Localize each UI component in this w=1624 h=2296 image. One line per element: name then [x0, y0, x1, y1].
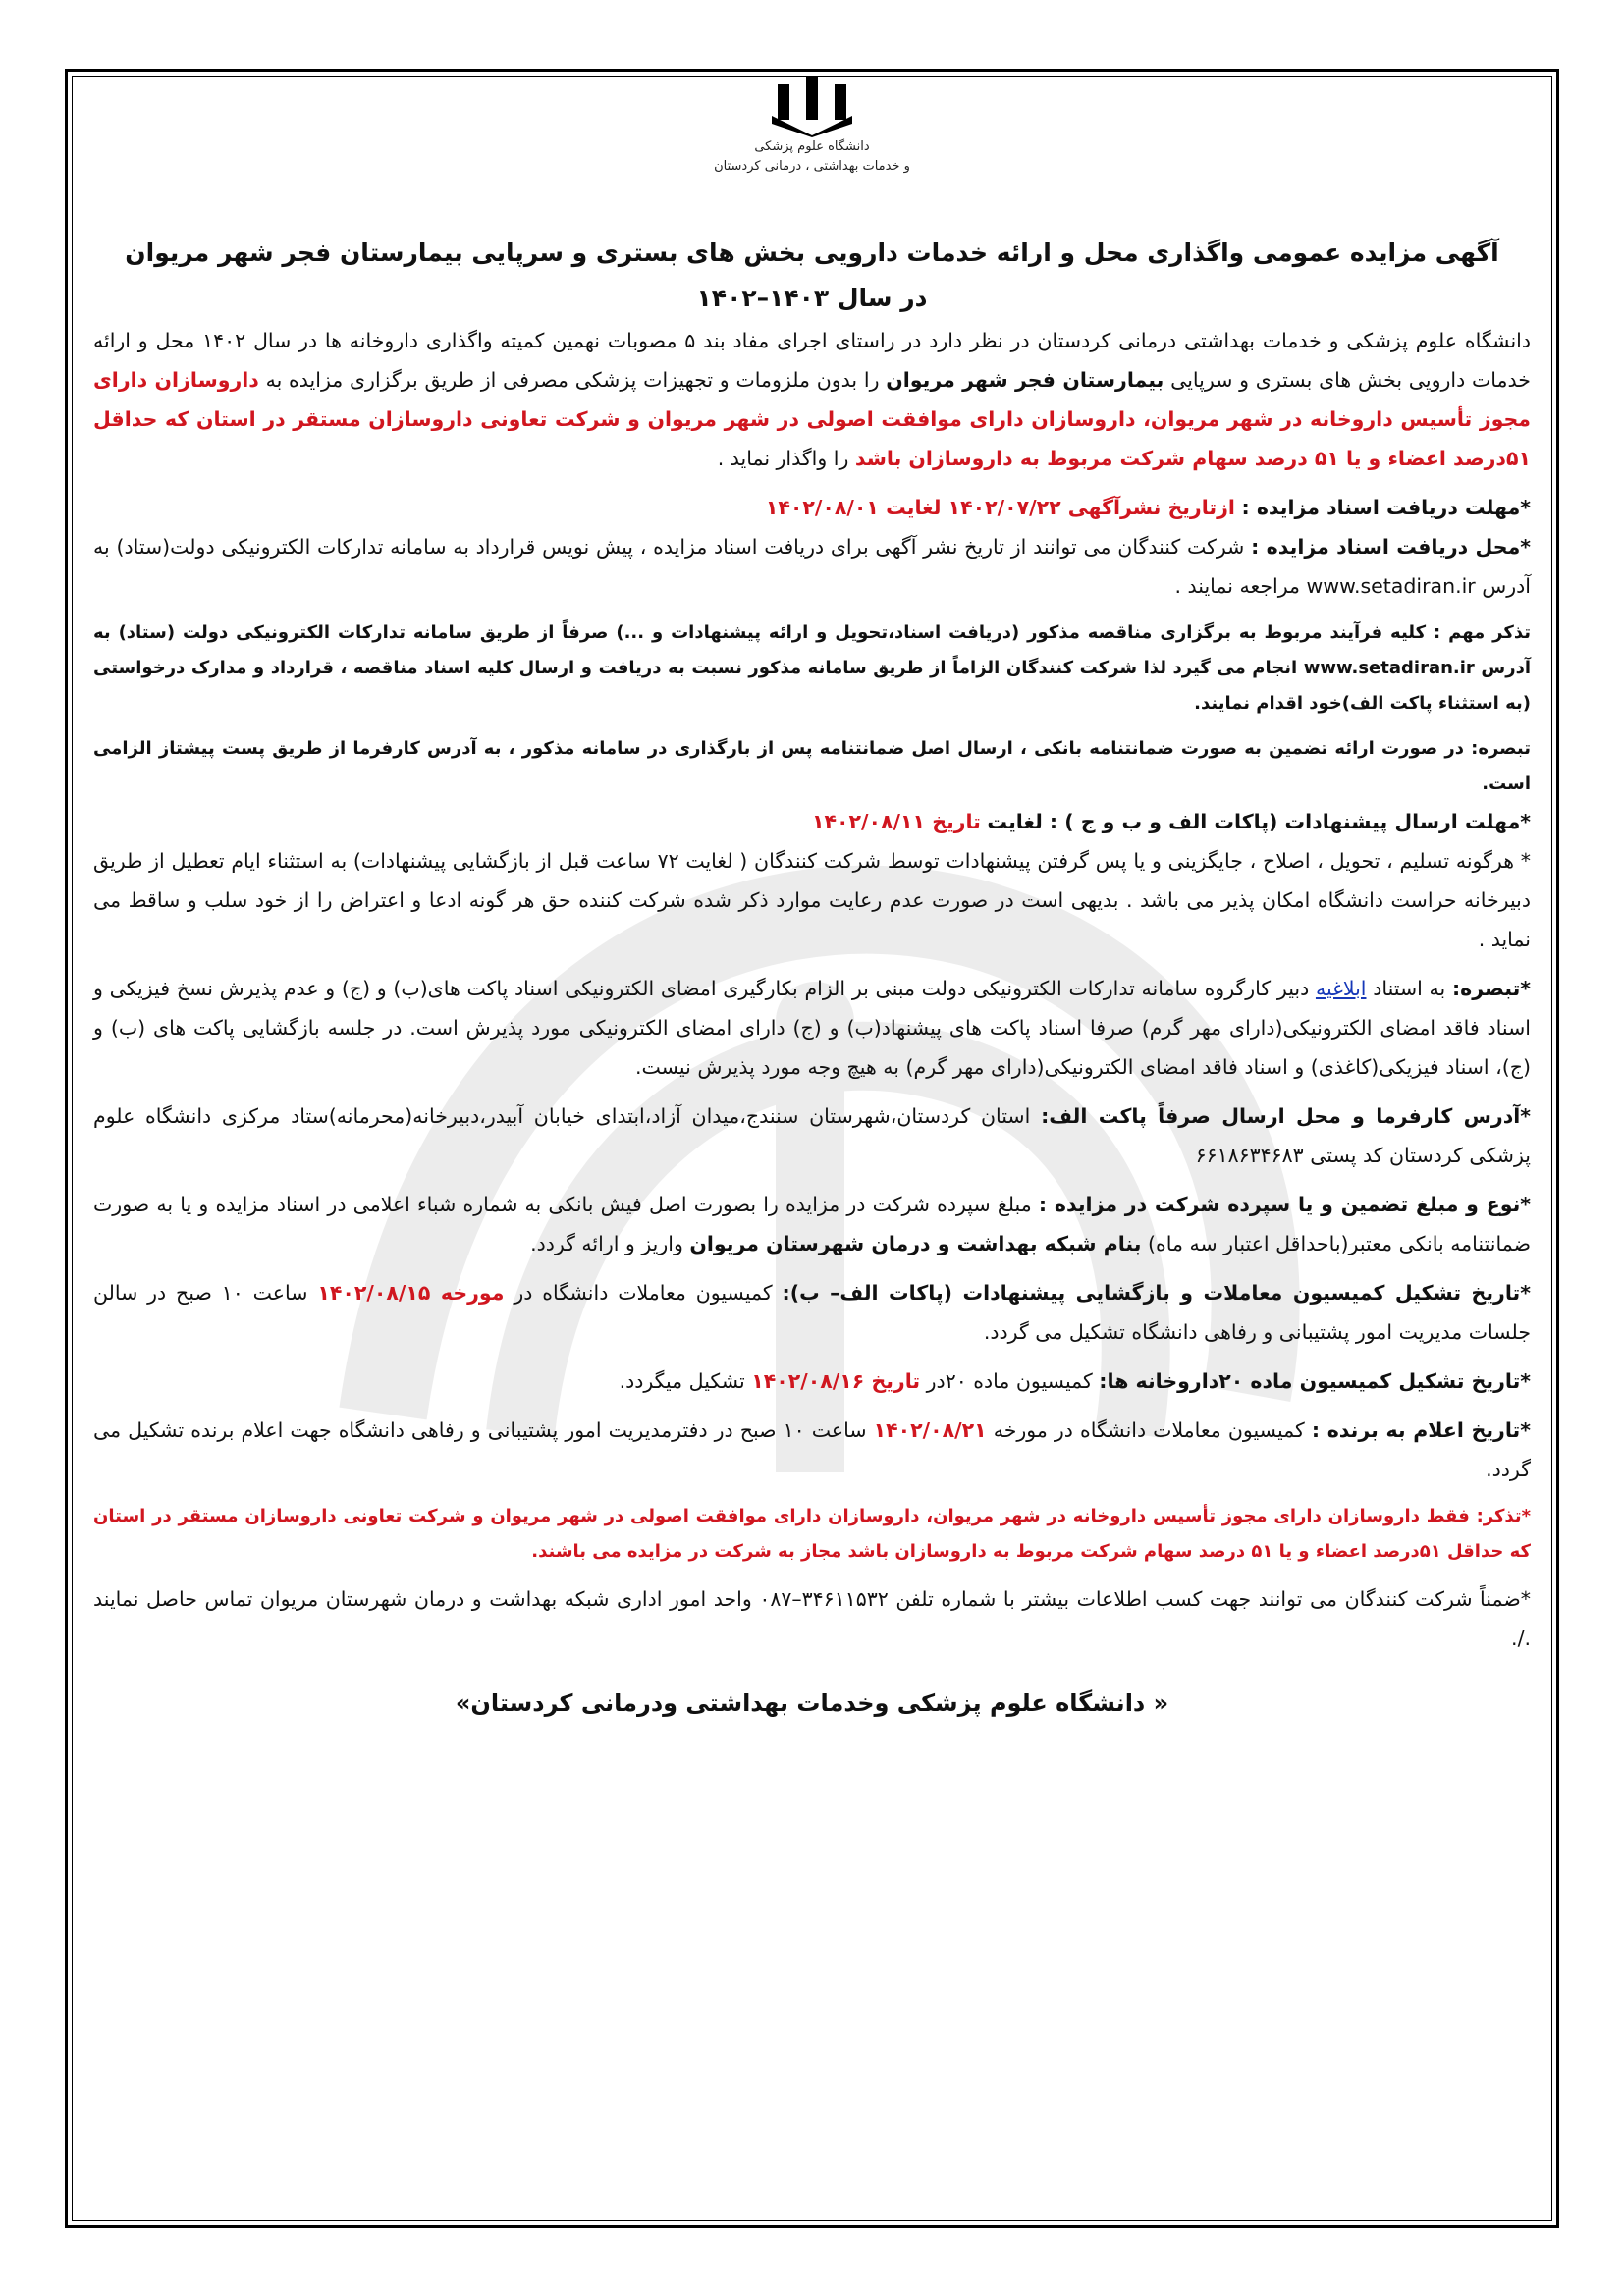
important-note: تذکر مهم : کلیه فرآیند مربوط به برگزاری مناقصه مذکور (دریافت اسناد،تحویل و ارائه پیشنهادات و ...) صرفاً از طریق سامانه تدارکات الکترونیکی دولت (ستاد) به آدرس www.setadiran.ir انجام می گیرد لذا شرکت کنندگان الزاماً از طریق سامانه مذکور نسبت به دریافت و ارسال کلیه اسناد مناقصه ، قرارداد و مدارک درخواستی (به استثناء پاکت الف)خود اقدام نمایند. [93, 622, 1531, 714]
submission-deadline: *مهلت ارسال پیشنهادات (پاکات الف و ب و ج ) : لغایت تاریخ ۱۴۰۲/۰۸/۱۱ [811, 810, 1531, 833]
letterhead [0, 77, 1624, 177]
intro-paragraph: دانشگاه علوم پزشکی و خدمات بهداشتی درمانی کردستان در نظر دارد در راستای اجرای مفاد بند ۵ مصوبات نهمین کمیته واگذاری داروخانه ها در سال ۱۴۰۲ محل و ارائه خدمات دارویی بخش های بستری و سرپایی بیمارستان فجر شهر مریوان را بدون ملزومات و تجهیزات پزشکی مصرفی از طریق برگزاری مزایده به داروسازان دارای مجوز تأسیس داروخانه در شهر مریوان، داروسازان دارای موافقت اصولی در شهر مریوان و شرکت تعاونی داروسازان مستقر در استان که حداقل ۵۱درصد اعضاء و یا ۵۱ درصد سهام شرکت مربوط به داروسازان باشد را واگذار نماید . [93, 329, 1531, 470]
directive-link[interactable]: ابلاغیه [1315, 977, 1367, 1000]
setad-link-note[interactable]: www.setadiran.ir [1303, 658, 1475, 678]
article20-date: *تاریخ تشکیل کمیسیون ماده ۲۰داروخانه ها: کمیسیون ماده ۲۰در تاریخ ۱۴۰۲/۰۸/۱۶ تشکیل میگردد. [619, 1369, 1531, 1393]
bank-guarantee-note: تبصره: در صورت ارائه تضمین به صورت ضمانتنامه بانکی ، ارسال اصل ضمانتنامه پس از بارگذاری در سامانه مذکور ، به آدرس کارفرما از طریق پست پیشتاز الزامی است. [93, 738, 1531, 794]
commission-date: *تاریخ تشکیل کمیسیون معاملات و بازگشایی پیشنهادات (پاکات الف– ب): کمیسیون معاملات دانشگاه در مورخه ۱۴۰۲/۰۸/۱۵ ساعت ۱۰ صبح در سالن جلسات مدیریت امور پشتیبانی و رفاهی دانشگاه تشکیل می گردد. [93, 1281, 1531, 1344]
footer-signature: « دانشگاه علوم پزشکی وخدمات بهداشتی ودرمانی کردستان» [455, 1689, 1169, 1717]
submission-rules: * هرگونه تسلیم ، تحویل ، اصلاح ، جایگزینی و یا پس گرفتن پیشنهادات توسط شرکت کنندگان ( لغایت ۷۲ ساعت قبل از بازگشایی پیشنهادات) به استثناء ایام تعطیل از طریق دبیرخانه حراست دانشگاه امکان پذیر می باشد . بدیهی است در صورت عدم رعایت موارد ذکر شده شرکت کننده حق هر گونه ادعا و اعتراض را از خود سلب و ساقط می نماید . [93, 849, 1531, 951]
org-name-line1: دانشگاه علوم پزشکی [754, 139, 870, 154]
document-deadline: *مهلت دریافت اسناد مزایده : ازتاریخ نشرآگهی ۱۴۰۲/۰۷/۲۲ لغایت ۱۴۰۲/۰۸/۰۱ [765, 496, 1531, 519]
announcement-title: آگهی مزایده عمومی واگذاری محل و ارائه خدمات دارویی بخش های بستری و سرپایی بیمارستان فجر شهر مریوان [125, 239, 1499, 267]
announcement-year: در سال ۱۴۰۳–۱۴۰۲ [696, 284, 928, 312]
contact-info: *ضمناً شرکت کنندگان می توانند جهت کسب اطلاعات بیشتر با شماره تلفن ۳۴۶۱۱۵۳۲–۰۸۷ واحد امور اداری شبکه بهداشت و درمان شهرستان مریوان تماس حاصل نمایند ./. [93, 1587, 1532, 1650]
signature-note: *تبصره: به استناد ابلاغیه دبیر کارگروه سامانه تدارکات الکترونیکی دولت مبنی بر الزام بکارگیری امضای الکترونیکی اسناد پاکت های(ب) و (ج) و عدم پذیرش نسخ فیزیکی و اسناد فاقد امضای الکترونیکی(دارای مهر گرم) صرفا اسناد پاکت های پیشنهاد(ب) و (ج) دارای امضای الکترونیکی مورد پذیرش است. در جلسه بازگشایی پاکت های (ب) و (ج)، اسناد فیزیکی(کاغذی) و اسناد فاقد امضای الکترونیکی(دارای مهر گرم) به هیچ وجه مورد پذیرش نیست. [93, 977, 1531, 1079]
document-location: *محل دریافت اسناد مزایده : شرکت کنندگان می توانند از تاریخ نشر آگهی برای دریافت اسناد مزایده ، پیش نویس قرارداد به سامانه تدارکات الکترونیکی دولت(ستاد) به آدرس www.setadiran.ir مراجعه نمایند . [93, 535, 1531, 598]
winner-date: *تاریخ اعلام به برنده : کمیسیون معاملات دانشگاه در مورخه ۱۴۰۲/۰۸/۲۱ ساعت ۱۰ صبح در دفترمدیریت امور پشتیبانی و رفاهی دانشگاه جهت اعلام برنده تشکیل می گردد. [93, 1418, 1531, 1481]
guarantee-info: *نوع و مبلغ تضمین و یا سپرده شرکت در مزایده : مبلغ سپرده شرکت در مزایده را بصورت اصل فیش بانکی به شماره شباء اعلامی در اسناد مزایده و یا به صورت ضمانتنامه بانکی معتبر(باحداقل اعتبار سه ماه) بنام شبکه بهداشت و درمان شهرستان مریوان واریز و ارائه گردد. [93, 1193, 1531, 1255]
announcement-body [93, 231, 1531, 1725]
university-logo-icon [768, 77, 856, 137]
eligibility-reminder: *تذکر: فقط داروسازان دارای مجوز تأسیس داروخانه در شهر مریوان، داروسازان دارای موافقت اصولی در شهر مریوان و شرکت تعاونی داروسازان مستقر در استان که حداقل ۵۱درصد اعضاء و یا ۵۱ درصد سهام شرکت مربوط به داروسازان باشد مجاز به شرکت در مزایده می باشند. [93, 1506, 1531, 1562]
employer-address: *آدرس کارفرما و محل ارسال صرفاً پاکت الف: استان کردستان،شهرستان سنندج،میدان آزاد،ابتدای خیابان آبیدر،دبیرخانه(محرمانه)ستاد مرکزی دانشگاه علوم پزشکی کردستان کد پستی ۶۶۱۸۶۳۴۶۸۳ [93, 1104, 1531, 1167]
org-name-line2: و خدمات بهداشتی ، درمانی کردستان [714, 159, 910, 174]
setad-link[interactable]: www.setadiran.ir [1306, 574, 1476, 598]
